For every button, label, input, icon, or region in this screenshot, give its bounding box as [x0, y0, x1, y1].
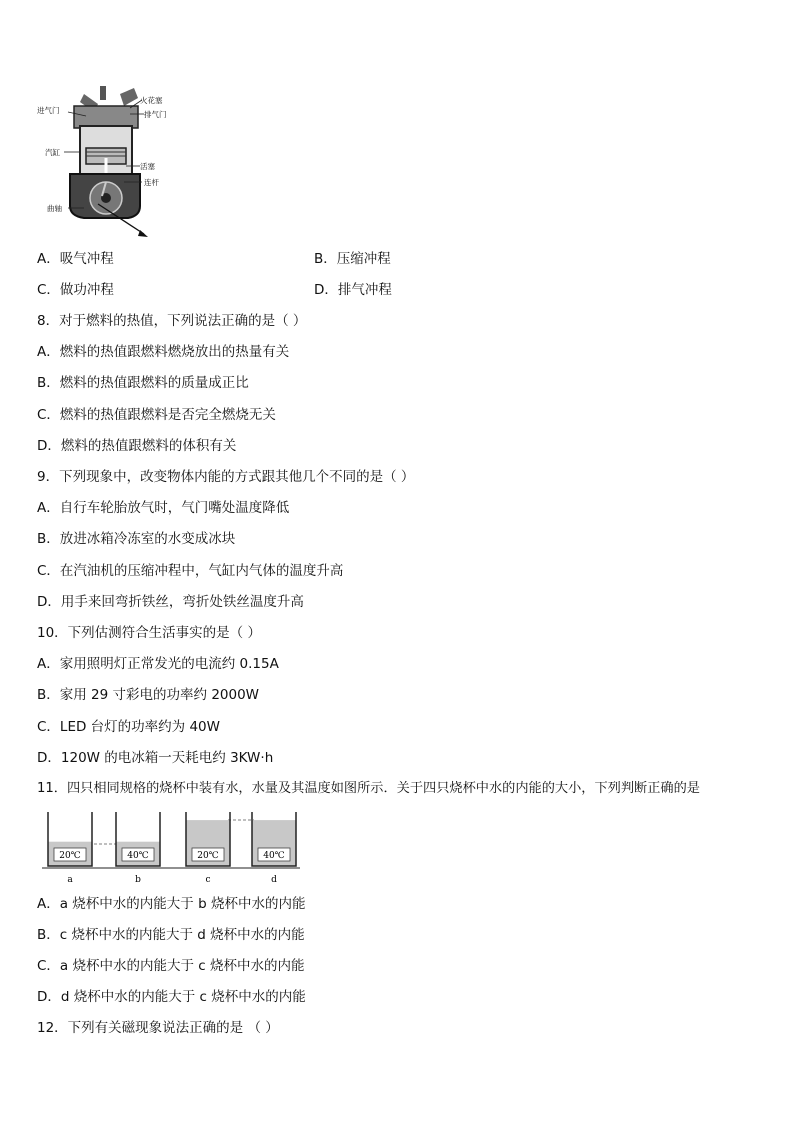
beaker-temp-a: 20℃	[59, 851, 81, 861]
cylinder-head	[74, 106, 138, 128]
q8-option-b: B．燃料的热值跟燃料的质量成正比	[37, 375, 249, 391]
q8-stem: 8．对于燃料的热值，下列说法正确的是（ ）	[37, 313, 307, 329]
q7-option-a: A．吸气冲程	[37, 251, 114, 267]
q11-option-d: D．d 烧杯中水的内能大于 c 烧杯中水的内能	[37, 989, 306, 1005]
q11-stem: 11．四只相同规格的烧杯中装有水，水量及其温度如图所示．关于四只烧杯中水的内能的大小，下列判断正确的是	[37, 781, 700, 796]
q12-stem: 12．下列有关磁现象说法正确的是 （ ）	[37, 1020, 279, 1036]
label-spark-plug: 火花塞	[140, 96, 163, 105]
beaker-temp-d: 40℃	[263, 851, 285, 861]
beaker-label-c: c	[205, 875, 211, 885]
q11-option-c: C．a 烧杯中水的内能大于 c 烧杯中水的内能	[37, 958, 305, 974]
q9-stem: 9．下列现象中，改变物体内能的方式跟其他几个不同的是（ ）	[37, 469, 415, 485]
beaker-label-b: b	[135, 875, 141, 885]
q10-option-c: C．LED 台灯的功率约为 40W	[37, 719, 220, 735]
beaker-label-d: d	[271, 875, 277, 885]
q10-option-d: D．120W 的电冰箱一天耗电约 3KW·h	[37, 750, 274, 766]
q8-option-a: A．燃料的热值跟燃料燃烧放出的热量有关	[37, 344, 290, 360]
q7-option-b: B．压缩冲程	[314, 251, 391, 267]
q9-option-d: D．用手来回弯折铁丝，弯折处铁丝温度升高	[37, 594, 304, 610]
q7-option-d: D．排气冲程	[314, 282, 392, 298]
label-cylinder: 汽缸	[45, 148, 60, 157]
q8-option-d: D．燃料的热值跟燃料的体积有关	[37, 438, 237, 454]
q10-option-b: B．家用 29 寸彩电的功率约 2000W	[37, 687, 260, 703]
spark-plug-shape	[100, 86, 106, 100]
q9-option-c: C．在汽油机的压缩冲程中，气缸内气体的温度升高	[37, 563, 344, 579]
q9-option-b: B．放进冰箱冷冻室的水变成冰块	[37, 531, 236, 547]
q10-option-a: A．家用照明灯正常发光的电流约 0.15A	[37, 656, 279, 672]
label-piston: 活塞	[140, 162, 155, 171]
beaker-label-a: a	[67, 875, 73, 885]
q9-option-a: A．自行车轮胎放气时，气门嘴处温度降低	[37, 500, 290, 516]
label-crankshaft: 曲轴	[47, 204, 62, 213]
beaker-temp-c: 20℃	[197, 851, 219, 861]
label-connecting-rod: 连杆	[144, 178, 159, 187]
q7-option-c: C．做功冲程	[37, 282, 114, 298]
q8-option-c: C．燃料的热值跟燃料是否完全燃烧无关	[37, 407, 276, 423]
beaker-temp-b: 40℃	[127, 851, 149, 861]
q11-option-b: B．c 烧杯中水的内能大于 d 烧杯中水的内能	[37, 927, 305, 943]
exhaust-valve-stem	[120, 88, 138, 106]
beakers-figure	[40, 808, 302, 886]
q10-stem: 10．下列估测符合生活事实的是（ ）	[37, 625, 261, 641]
q11-option-a: A．a 烧杯中水的内能大于 b 烧杯中水的内能	[37, 896, 306, 912]
label-intake-valve: 进气门	[37, 106, 60, 115]
label-exhaust-valve: 排气门	[144, 110, 167, 119]
